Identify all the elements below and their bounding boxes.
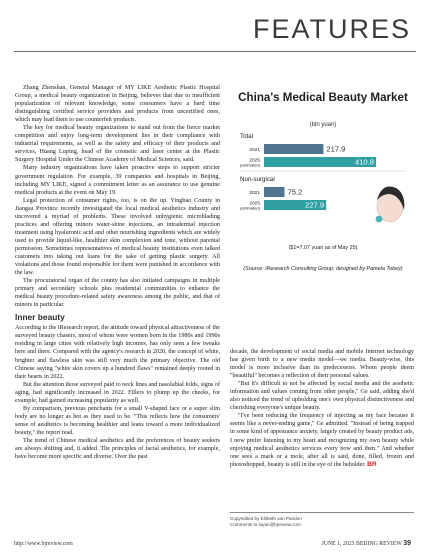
chart-value-label: 75.2 [287, 187, 303, 197]
header-rule [14, 51, 416, 52]
chart-group-label: Total [240, 133, 254, 140]
chart-title: China's Medical Beauty Market [238, 91, 408, 104]
chart-source: (Source: iResearch Consulting Group; designed by Pamela Tobey) [243, 266, 403, 272]
footer-date: JUNE 1, 2023 BEIJING REVIEW [321, 541, 402, 547]
chart-bar-label: 2025 [249, 201, 260, 207]
copyeditor-credit: Copyedited by Elsbeth van Paridon [230, 516, 302, 521]
paragraph: The trend of Chinese medical aesthetics and the preferences of beauty seekers are always shifting and, it added. The principles of facial aesthetics, for example, have become more specific and diverse. Over the past [15, 437, 220, 461]
chart-unit: (bln yuan) [309, 122, 337, 128]
paragraph: Many industry organizations have taken proactive steps to support stricter government regulation. For example, 39 companies and hospitals in Beijing, including MY LIKE, signed a commitment letter as an assurance to use genuine medical products at the event on May 19. [15, 165, 220, 196]
chart-value-label: 227.9 [305, 200, 325, 210]
paragraph: The key for medical beauty organizations to stand out from the fierce market competition and enjoy long-term development lies in their compliance with industrial requirements, as well as the safety and efficacy of their products and services, Huang Luping, head of the cosmetic and laser center at the Plastic Surgery Hospital Under the Chinese Academy of Medical Sciences, said. [15, 125, 220, 164]
paragraph: According to the iResearch report, the attitude toward physical attractiveness of the surveyed beauty chasers, most of whom were women born in the 1980s and 1990s residing in large cities with relatively high incomes, has only seen a few tweaks here and there. Compared with the agency's research in 2020, the concept of white, brighter and flawless skin was still very much the primary objective. The old Chinese saying "white skin covers up a hundred flaws" remained deeply rooted in their hearts in 2022. [15, 325, 220, 380]
chart-plot [230, 84, 416, 254]
end-mark: BR [367, 460, 377, 468]
chart-exchange-note: ($1=7.07 yuan as of May 25) [288, 245, 358, 251]
paragraph: "But it's difficult to not be affected by social media and the aesthetic information and values coming from other people," Ge said, adding she'd also noticed the trend of upholding one's own physical distinctiveness and cherishing everyone's unique beauty. [230, 381, 414, 412]
market-chart [230, 84, 416, 332]
chart-bar-label: 2021 [249, 148, 260, 153]
chart-group-label: Non-surgical [240, 176, 275, 183]
chart-bar [264, 144, 323, 154]
credit-rule [230, 512, 414, 513]
section-heading: Inner beauty [15, 312, 65, 323]
left-article-column [15, 84, 220, 461]
section-title: FEATURES [252, 14, 411, 44]
footer-issue [322, 540, 412, 547]
paragraph: But the attention those surveyed paid to neck lines and nasolabial folds, signs of aging, had significantly increased in 2022. Fillers to plump up the cheeks, for example, had gained increasing popularity as well. [15, 381, 220, 404]
paragraph: Legal protection of consumer rights, too, is on the up. Yingbao County in Jiangsu Province recently investigated the local medical aesthetics industry and uncovered a myriad of problems. These involved unhygienic microblading practices and offering minors water-shine injections, an intradermal injection treatment using hyaluronic acid and other nourishing ingredients which are widely used to provide liquid-like, healthier skin complexion and tone, without parental permission. Sometimes representatives of medical beauty institutions even talked customers into taking out loans for the sake of getting plastic surgery. All violations and those found responsible for them were punished in accordance with the law. [15, 197, 220, 277]
beauty-tool-icon [376, 216, 383, 223]
chart-bar-label: 2025 [249, 158, 260, 164]
paragraph-text: "I've been reducing the frequency of injecting as my face because it seems like a never-ending game," Ge admitted. "Instead of being trapped in some kind of appearance anxiety, largely created by beauty product ads, I now prefer listening to my heart and recognizing my own beauty while enjoying medical aesthetics services every now and then." And whether one sees a mark or a mole, after all is said, done, filled, frozen and photoshopped, beauty is still in the eye of the beholder. [230, 413, 414, 468]
chart-value-label: 410.8 [354, 157, 374, 167]
paragraph: By comparison, previous penchants for a small V-shaped face or a super slim body are no longer as hot as they used to be. "This reflects how the consumers' sense of aesthetics is becoming healthier and leans toward a more individualized beauty," the report read. [15, 405, 220, 436]
footer-url[interactable]: http://www.bjreview.com [14, 541, 73, 547]
chart-bar-label: 2021 [249, 191, 260, 196]
chart-value-label: 217.9 [326, 144, 346, 154]
paragraph: decade, the development of social media and mobile Internet technology has given birth to a new media model—we media. Beauty-wise, this model is more inclusive than its predecessors. Whom people deem "beautiful" becomes a reflection of their personal values. [230, 349, 414, 380]
chart-bar [264, 187, 285, 197]
paragraph [230, 412, 414, 468]
chart-bar-label-note: (estimated) [239, 205, 260, 211]
right-article-column [230, 348, 414, 469]
paragraph: The procuratorial organ of the county has also initiated campaigns in multiple primary and secondary schools plus residential communities to enhance the medical beauty procedure-related safety awareness among the public, and that of minors in particular. [15, 278, 220, 309]
credits [230, 516, 414, 528]
paragraph: Zhang Zhenshan, General Manager of MY LIKE Aesthetic Plastic Hospital Group, a medical beauty organization in Beijing, believes that due to insufficient popularization of relevant knowledge, some consumers have a hard time distinguishing certified service providers and products from uncertified ones, which may lead them to use counterfeit products. [15, 85, 220, 124]
chart-bar-label-note: (estimated) [239, 162, 260, 168]
page-number: 39 [403, 540, 411, 547]
comments-contact: Comments to luyan@bjreview.com [230, 522, 301, 527]
